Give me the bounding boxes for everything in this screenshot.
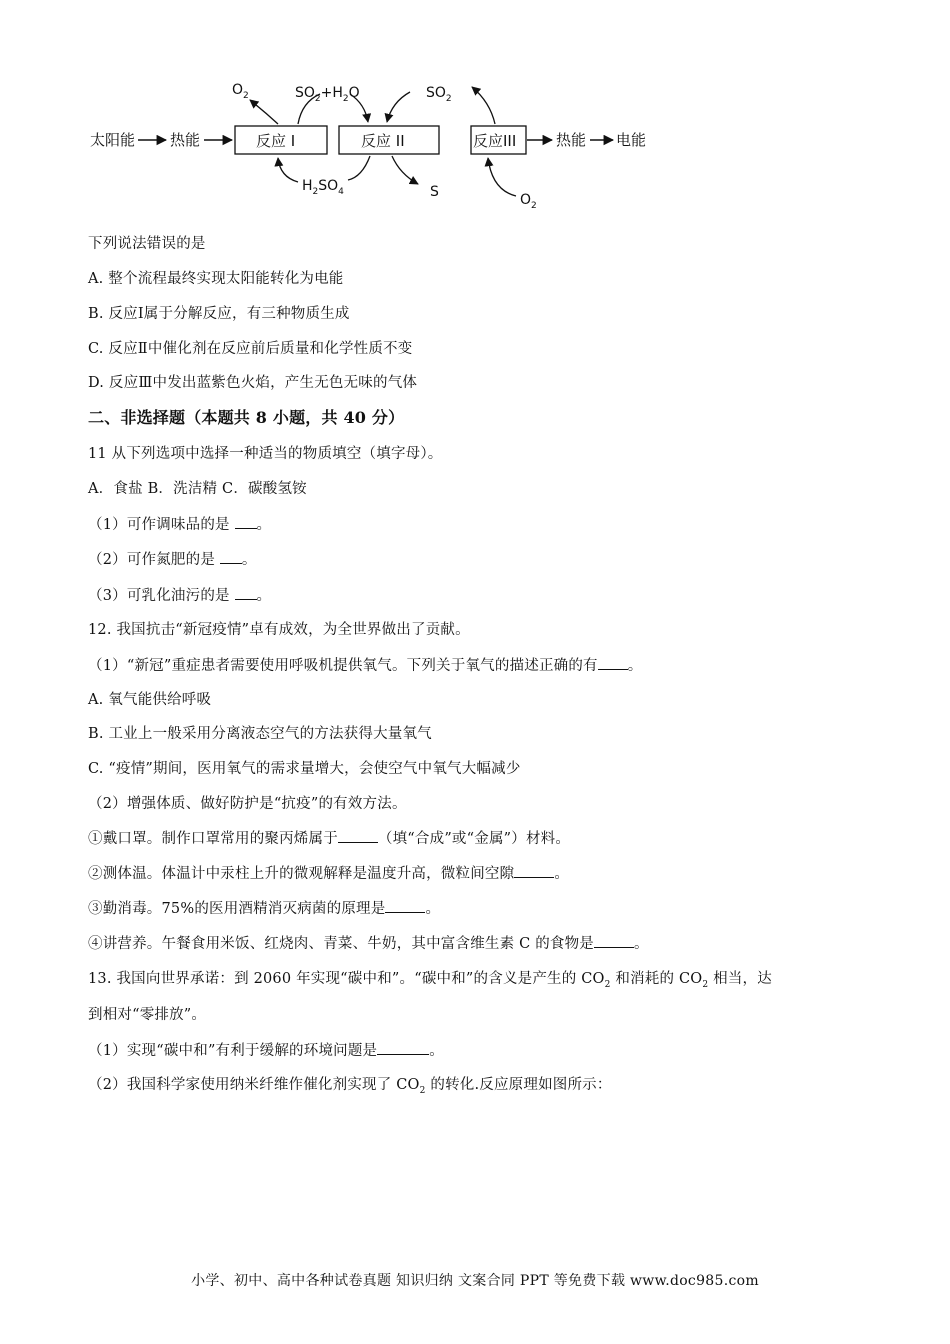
answer-blank[interactable]	[385, 898, 425, 913]
q11-stem: 11 从下列选项中选择一种适当的物质填空（填字母）。	[88, 446, 443, 462]
q10-option-a: A. 整个流程最终实现太阳能转化为电能	[88, 271, 344, 287]
so2-h2o-label: $SO_2+H_2O$	[295, 85, 360, 104]
q12-sub-3: ③勤消毒。75%的医用酒精消灭病菌的原理是 。	[88, 898, 440, 919]
q12-option-b: B. 工业上一般采用分离液态空气的方法获得大量氧气	[88, 726, 432, 742]
q13-part-1: （1）实现“碳中和”有利于缓解的环境问题是 。	[88, 1040, 444, 1061]
arrow-h2so4-r1	[278, 158, 298, 182]
q11-options: A．食盐 B．洗洁精 C．碳酸氢铵	[88, 481, 307, 497]
reaction-1-label: 反应 I	[256, 132, 296, 150]
so2-top-label: $SO_2$	[426, 85, 452, 104]
q13-stem: 13. 我国向世界承诺：到 2060 年实现“碳中和”。“碳中和”的含义是产生的 $CO_2$ 和消耗的 $CO_2$ 相当，达	[88, 971, 772, 990]
arrow-so2-into-r2	[387, 92, 410, 122]
q12-part-1: （1）“新冠”重症患者需要使用呼吸机提供氧气。下列关于氧气的描述正确的有 。	[88, 655, 642, 676]
o2-product-label: $O_2$	[232, 82, 249, 101]
arrow-r3-so2	[472, 87, 495, 124]
q12-option-c: C. “疫情”期间，医用氧气的需求量增大，会使空气中氧气大幅减少	[88, 761, 521, 777]
answer-blank[interactable]	[235, 514, 257, 529]
q13-stem-continued: 到相对“零排放”。	[88, 1007, 207, 1023]
q11-part-3: （3）可乳化油污的是 。	[88, 585, 271, 606]
q12-sub-4: ④讲营养。午餐食用米饭、红烧肉、青菜、牛奶，其中富含维生素 C 的食物是 。	[88, 933, 649, 954]
arrow-r2-s	[392, 156, 418, 184]
q13-part-2: （2）我国科学家使用纳米纤维作催化剂实现了 $CO_2$ 的转化.反应原理如图所示：	[88, 1077, 612, 1096]
arrow-o2-r3	[488, 158, 516, 196]
section-2-heading: 二、非选择题（本题共 8 小题，共 40 分）	[88, 408, 405, 427]
q12-sub-1: ①戴口罩。制作口罩常用的聚丙烯属于 （填“合成”或“金属”）材料。	[88, 828, 570, 849]
o2-reactant-label: $O_2$	[520, 192, 537, 211]
q11-part-2: （2）可作氮肥的是 。	[88, 549, 257, 570]
reaction-2-label: 反应 II	[361, 132, 405, 150]
answer-blank[interactable]	[514, 863, 554, 878]
reaction-3-label: 反应III	[473, 132, 517, 150]
answer-blank[interactable]	[594, 933, 634, 948]
q10-option-c: C. 反应Ⅱ中催化剂在反应前后质量和化学性质不变	[88, 341, 413, 357]
h2so4-label: $H_2SO_4$	[302, 178, 344, 197]
q12-stem: 12. 我国抗击“新冠疫情”卓有成效，为全世界做出了贡献。	[88, 622, 470, 638]
q12-sub-2: ②测体温。体温计中汞柱上升的微观解释是温度升高，微粒间空隙 。	[88, 863, 569, 884]
page-footer: 小学、初中、高中各种试卷真题 知识归纳 文案合同 PPT 等免费下载 www.doc985.com	[191, 1273, 759, 1289]
answer-blank[interactable]	[235, 585, 257, 600]
heat-energy-label-left: 热能	[170, 131, 201, 149]
electric-energy-label: 电能	[616, 131, 647, 149]
answer-blank[interactable]	[220, 549, 242, 564]
reaction-flow-diagram	[80, 72, 680, 217]
q10-stem: 下列说法错误的是	[88, 236, 206, 252]
answer-blank[interactable]	[377, 1040, 429, 1055]
answer-blank[interactable]	[598, 655, 628, 670]
solar-energy-label: 太阳能	[90, 131, 136, 149]
q10-option-d: D. 反应Ⅲ中发出蓝紫色火焰，产生无色无味的气体	[88, 375, 418, 391]
q12-option-a: A. 氧气能供给呼吸	[88, 692, 212, 708]
q11-part-1: （1）可作调味品的是 。	[88, 514, 271, 535]
sulfur-label: S	[430, 184, 439, 200]
answer-blank[interactable]	[338, 828, 378, 843]
arrow-r1-o2	[250, 100, 278, 124]
q12-part-2: （2）增强体质、做好防护是“抗疫”的有效方法。	[88, 796, 407, 812]
heat-energy-label-right: 热能	[556, 131, 587, 149]
q10-option-b: B. 反应Ⅰ属于分解反应，有三种物质生成	[88, 306, 350, 322]
curve-r2-h2so4	[348, 156, 370, 180]
